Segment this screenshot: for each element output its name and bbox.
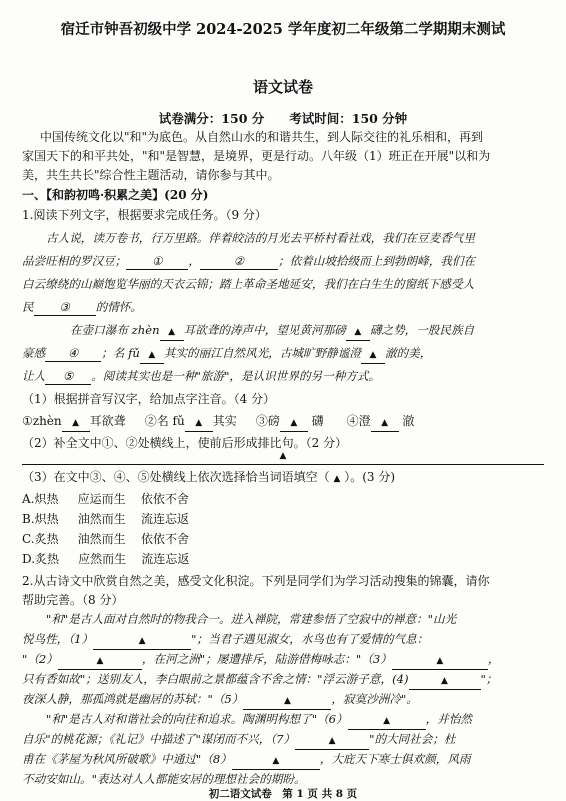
triangle-icon: ▲ (272, 756, 280, 766)
exam-info: 试卷满分：150 分 考试时间：150 分钟 (158, 111, 408, 126)
choice-row[interactable]: D.炙热 应然而生 流连忘返 (22, 552, 190, 566)
triangle-icon: ▲ (290, 418, 298, 428)
answer-blank[interactable] (185, 414, 213, 432)
triangle-icon: ▲ (441, 676, 448, 686)
poem-blank[interactable] (392, 652, 488, 670)
blank-5[interactable]: ⑤ (45, 369, 91, 385)
pinyin-blank[interactable] (361, 346, 385, 364)
sub-question: （3）在文中③、④、⑤处横线上依次选择恰当词语填空（ ▲ ）。(3 分) (22, 470, 396, 484)
triangle-icon: ▲ (328, 736, 336, 746)
exam-title: 宿迁市钟吾初级中学 2024-2025 学年度初二年级第二学期期末测试 (60, 21, 506, 38)
triangle-icon: ▲ (279, 451, 287, 461)
passage-line: 夜深人静，那孤鸿就是幽居的苏轼："（5） ▲ ，寂寞沙洲冷"。 (22, 692, 418, 710)
question-stem: 1.阅读下列文字，根据要求完成任务。（9 分） (22, 208, 267, 222)
poem-blank[interactable] (93, 632, 191, 650)
passage-line: 自乐"的桃花源；《礼记》中描述了"谋闭而不兴，（7） ▲ "的大同社会；杜 (22, 732, 456, 750)
answer-blank[interactable] (280, 414, 308, 432)
poem-blank[interactable] (409, 672, 481, 690)
section-title: 一、【和韵初鸣·积累之美】(20 分) (22, 188, 209, 202)
sub-question: （2）补全文中①、②处横线上，使前后形成排比句。（2 分） (22, 436, 348, 450)
intro-line: 中国传统文化以"和"为底色。从自然山水的和谐共生，到人际交往的礼乐相和，再到 (40, 130, 484, 144)
triangle-icon: ▲ (381, 418, 389, 428)
choice-row[interactable]: A.炽热 应运而生 依依不舍 (22, 492, 189, 506)
pinyin-blank[interactable] (346, 323, 370, 341)
question-stem: 帮助完善。（8 分） (22, 593, 124, 607)
choice-row[interactable]: B.炽热 油然而生 流连忘返 (22, 512, 190, 526)
passage-line: 白云缭绕的山巅饱览华丽的天衣云锦；踏上革命圣地延安，我们在白生生的窗纸下感受人 (22, 277, 475, 291)
passage-line: 只有香如故"；送别友人，李白眼前之景都蕴含不舍之情："浮云游子意，(4) ▲ "； (22, 672, 497, 690)
pinyin-blank[interactable] (160, 323, 184, 341)
triangle-icon: ▲ (72, 418, 80, 428)
passage-line: 不动安如山。"表达对人人都能安居的理想社会的期盼。 (22, 772, 306, 786)
question-stem: 2.从古诗文中欣赏自然之美，感受文化积淀。下列是同学们为学习活动搜集的锦囊，请你 (22, 574, 490, 588)
blank-2[interactable]: ② (200, 254, 278, 270)
choice-row[interactable]: C.炙热 油然而生 依依不舍 (22, 532, 189, 546)
poem-blank[interactable] (232, 752, 320, 770)
answer-line[interactable] (22, 464, 544, 465)
exam-subtitle: 语文试卷 (252, 78, 313, 96)
passage-line: 悦鸟性，（1） ▲ "；当君子遇见淑女，水鸟也有了爱情的气息： (22, 632, 428, 650)
poem-blank[interactable] (58, 652, 142, 670)
blank-1[interactable]: ① (126, 254, 188, 270)
poem-blank[interactable] (348, 712, 426, 730)
passage-line: 品尝旺相的罗汉豆； ① ， ② ；依着山坡拾级而上到勃朗峰，我们在 (22, 254, 476, 268)
blank-3[interactable]: ③ (34, 300, 96, 316)
triangle-icon: ▲ (96, 656, 104, 666)
passage-line: "（2） ▲ ，在河之洲"；屡遭排斥，陆游借梅咏志："（3） ▲ ， (22, 652, 499, 670)
triangle-icon: ▲ (148, 350, 156, 360)
answer-blank[interactable] (62, 414, 90, 432)
triangle-icon: ▲ (138, 636, 146, 646)
triangle-icon: ▲ (354, 327, 362, 337)
triangle-icon: ▲ (436, 656, 444, 666)
poem-blank[interactable] (295, 732, 369, 750)
passage-line: "和"是古人对和谐社会的向往和追求。陶渊明构想了"（6） ▲ ，并怡然 (46, 712, 472, 730)
passage-line: 在壶口瀑布 zhèn ▲ 耳欲聋的涛声中，望见黄河那磅 ▲ 礴之势，一股民族自 (70, 323, 474, 341)
answer-blank[interactable] (371, 414, 399, 432)
triangle-icon: ▲ (168, 327, 176, 337)
passage-line: 豪感 ④ ；名 fǔ ▲ 其实的丽江自然风光，古城旷野静谧澄 ▲ 澈的美， (22, 346, 431, 364)
passage-line: "和"是古人面对自然时的物我合一。进入禅院，常建参悟了空寂中的禅意："山光 (46, 612, 457, 626)
passage-line: 民 ③ 的情怀。 (22, 300, 142, 314)
passage-line: 甫在《茅屋为秋风所破歌》中通过"（8） ▲ ，大庇天下寒士俱欢颜，风雨 (22, 752, 471, 770)
passage-line: 让人 ⑤ 。阅读其实也是一种"旅游"，是认识世界的另一种方式。 (22, 369, 381, 383)
blank-4[interactable]: ④ (45, 346, 101, 362)
intro-line: 家国天下的和平共处，"和"是智慧，是境界，更是行动。八年级（1）班正在开展"以和为 (22, 149, 491, 163)
passage-line: 古人说，读万卷书，行万里路。伴着皎洁的月光去平桥村看社戏，我们在豆麦香气里 (46, 231, 475, 245)
answer-options: ①zhèn ▲ 耳欲聋 ②名 fǔ ▲ 其实 ③磅 ▲ 礴 ④澄 ▲ 澈 (22, 414, 414, 432)
pinyin-blank[interactable] (140, 346, 164, 364)
poem-blank[interactable] (243, 692, 331, 710)
sub-question: （1）根据拼音写汉字，给加点字注音。（4 分） (22, 392, 276, 406)
triangle-icon: ▲ (333, 474, 341, 484)
triangle-icon: ▲ (369, 350, 377, 360)
triangle-icon: ▲ (195, 418, 203, 428)
intro-line: 美，共生共长"综合性主题活动，请你参与其中。 (22, 168, 280, 182)
triangle-icon: ▲ (283, 696, 291, 706)
page-footer: 初二语文试卷 第 1 页 共 8 页 (208, 788, 358, 800)
triangle-icon: ▲ (383, 716, 391, 726)
